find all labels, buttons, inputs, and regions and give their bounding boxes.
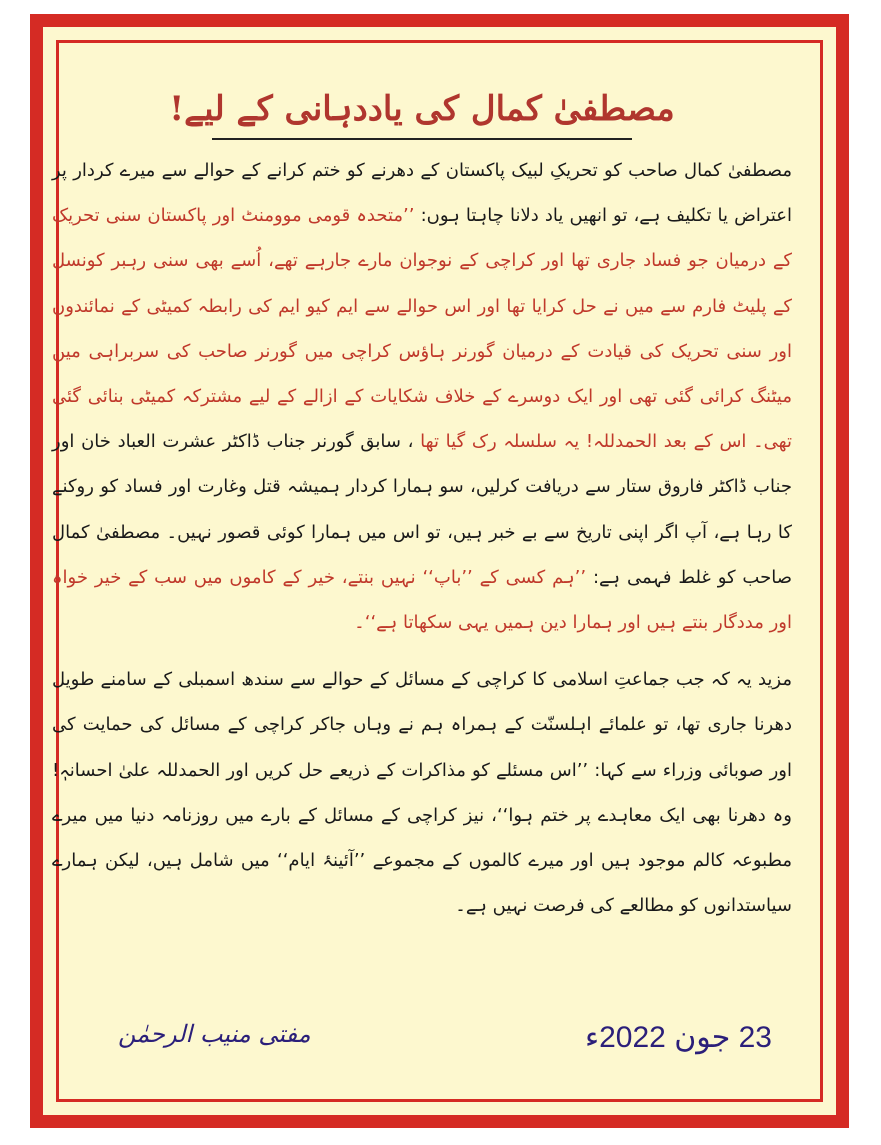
paragraph-1 <box>52 148 792 645</box>
paragraph-1-quote-2: ’’ہم کسی کے ’’باپ‘‘ نہیں بنتے، خیر کے کاموں میں سب کے خیر خواہ اور مددگار بنتے ہیں اور ہمارا دین ہمیں یہی سکھاتا ہے‘‘۔ <box>52 566 792 634</box>
paragraph-1-segment-1: مصطفیٰ کمال صاحب کو تحریکِ لبیک پاکستان کے دھرنے کو ختم کرانے کے حوالے سے میرے کردار پر اعتراض یا تکلیف ہے، تو انھیں یاد دلانا چاہتا ہوں: <box>52 160 792 227</box>
paragraph-2: مزید یہ کہ جب جماعتِ اسلامی کا کراچی کے مسائل کے حوالے سے سندھ اسمبلی کے سامنے طویل دھرنا جاری تھا، تو علمائے اہلسنّت کے ہمراہ ہم نے وہاں جاکر کراچی کے مسائل کی حمایت کی اور صوبائی وزراء سے کہا: ’’اس مسئلے کو مذاکرات کے ذریعے حل کریں اور الحمدللہ علیٰ احسانہٖ! وہ دھرنا بھی ایک معاہدے پر ختم ہوا‘‘، نیز کراچی کے مسائل کے بارے میں روزنامہ دنیا میں میرے مطبوعہ کالم موجود ہیں اور میرے کالموں کے مجموعے ’’آئینۂ ایام‘‘ میں شامل ہیں، لیکن ہمارے سیاستدانوں کو مطالعے کی فرصت نہیں ہے۔ <box>52 669 792 917</box>
title-underline <box>212 138 632 140</box>
article-body <box>52 56 792 928</box>
page-title: مصطفیٰ کمال کی یاددہانی کے لیے! <box>169 89 675 129</box>
signature: مفتی منیب الرحمٰن <box>118 1020 311 1048</box>
paragraph-1-quote-1: ’’متحدہ قومی موومنٹ اور پاکستان سنی تحریک کے درمیان جو فساد جاری تھا اور کراچی کے نوجوان مارے جارہے تھے، اُسے بھی سنی رہبر کونسل کے پلیٹ فارم سے میں نے حل کرایا تھا اور اس حوالے سے ایم کیو ایم کی رابطہ کمیٹی کے نمائندوں اور سنی تحریک کی قیادت کے درمیان گورنر ہاؤس کراچی میں گورنر صاحب کی سربراہی میں میٹنگ کرائی گئی تھی اور ایک دوسرے کے خلاف شکایات کے ازالے کے لیے مشترکہ کمیٹی بنائی گئی تھی۔ اس کے بعد الحمدللہ! یہ سلسلہ رک گیا تھا <box>52 205 792 453</box>
date-label: 23 جون 2022ء <box>585 1021 772 1054</box>
paragraph-1-segment-2: ، سابق گورنر جناب ڈاکٹر عشرت العباد خان اور جناب ڈاکٹر فاروق ستار سے دریافت کرلیں، سو ہمارا کردار ہمیشہ قتل وغارت اور فساد کو روکنے کا رہا ہے، آپ اگر اپنی تاریخ سے بے خبر ہیں، تو اس میں ہمارا کوئی قصور نہیں۔ مصطفیٰ کمال صاحب کو غلط فہمی ہے: <box>52 431 792 588</box>
